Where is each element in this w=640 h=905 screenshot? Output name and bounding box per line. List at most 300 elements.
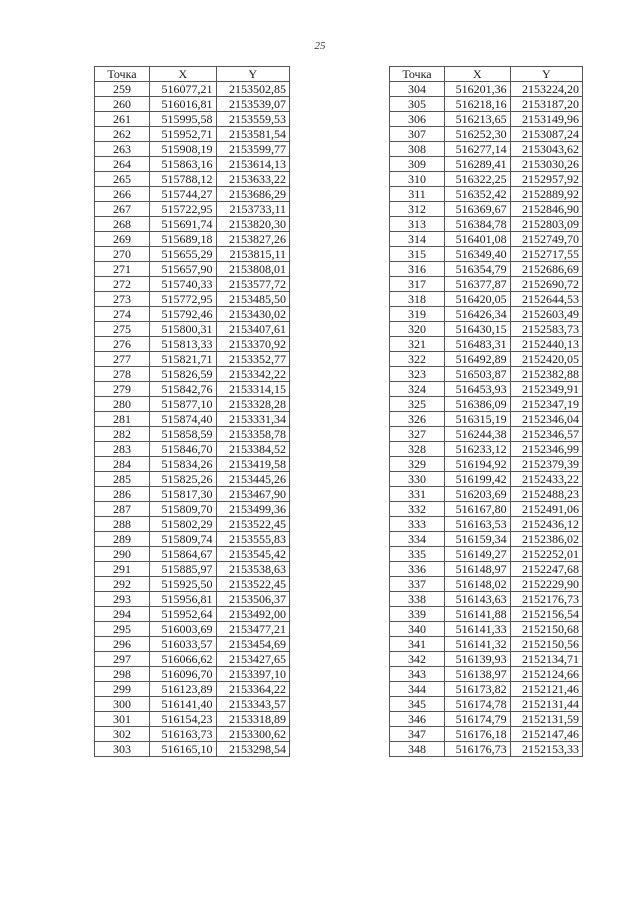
cell-x-coordinate: 516377,87 (445, 277, 511, 292)
cell-point-number: 270 (95, 247, 150, 262)
column-header-x: X (445, 67, 511, 82)
cell-y-coordinate: 2152347,19 (510, 397, 582, 412)
cell-x-coordinate: 516194,92 (445, 457, 511, 472)
table-row (390, 277, 583, 292)
cell-y-coordinate: 2153318,89 (216, 712, 289, 727)
cell-x-coordinate: 515792,46 (150, 307, 217, 322)
cell-point-number: 325 (390, 397, 445, 412)
cell-y-coordinate: 2152134,71 (510, 652, 582, 667)
cell-point-number: 260 (95, 97, 150, 112)
cell-x-coordinate: 516143,63 (445, 592, 511, 607)
table-row (390, 472, 583, 487)
table-row (390, 562, 583, 577)
table-row (390, 652, 583, 667)
cell-point-number: 279 (95, 382, 150, 397)
cell-point-number: 337 (390, 577, 445, 592)
table-row (95, 217, 290, 232)
cell-x-coordinate: 516167,80 (445, 502, 511, 517)
table-row (95, 607, 290, 622)
cell-point-number: 259 (95, 82, 150, 97)
cell-x-coordinate: 516159,34 (445, 532, 511, 547)
cell-y-coordinate: 2152346,04 (510, 412, 582, 427)
cell-y-coordinate: 2153686,29 (216, 187, 289, 202)
cell-y-coordinate: 2153445,26 (216, 472, 289, 487)
cell-y-coordinate: 2153522,45 (216, 577, 289, 592)
cell-x-coordinate: 516138,97 (445, 667, 511, 682)
table-row (95, 382, 290, 397)
cell-point-number: 336 (390, 562, 445, 577)
table-row (95, 697, 290, 712)
cell-point-number: 263 (95, 142, 150, 157)
cell-x-coordinate: 516176,73 (445, 742, 511, 757)
table-row (95, 577, 290, 592)
cell-point-number: 348 (390, 742, 445, 757)
cell-point-number: 333 (390, 517, 445, 532)
cell-x-coordinate: 515842,76 (150, 382, 217, 397)
table-row (95, 442, 290, 457)
coordinates-table-right (389, 66, 583, 757)
cell-y-coordinate: 2152433,22 (510, 472, 582, 487)
cell-x-coordinate: 516315,19 (445, 412, 511, 427)
cell-y-coordinate: 2153559,53 (216, 112, 289, 127)
cell-point-number: 319 (390, 307, 445, 322)
table-row (95, 712, 290, 727)
cell-point-number: 315 (390, 247, 445, 262)
cell-x-coordinate: 516154,23 (150, 712, 217, 727)
cell-point-number: 284 (95, 457, 150, 472)
table-row (390, 82, 583, 97)
cell-x-coordinate: 516139,93 (445, 652, 511, 667)
cell-x-coordinate: 516141,32 (445, 637, 511, 652)
cell-point-number: 343 (390, 667, 445, 682)
cell-point-number: 267 (95, 202, 150, 217)
cell-y-coordinate: 2152147,46 (510, 727, 582, 742)
cell-x-coordinate: 515877,10 (150, 397, 217, 412)
table-row (95, 157, 290, 172)
cell-x-coordinate: 516401,08 (445, 232, 511, 247)
cell-x-coordinate: 515772,95 (150, 292, 217, 307)
table-row (390, 382, 583, 397)
cell-y-coordinate: 2152440,13 (510, 337, 582, 352)
cell-x-coordinate: 515689,18 (150, 232, 217, 247)
cell-point-number: 307 (390, 127, 445, 142)
cell-x-coordinate: 515809,74 (150, 532, 217, 547)
cell-point-number: 297 (95, 652, 150, 667)
cell-point-number: 345 (390, 697, 445, 712)
table-row (95, 457, 290, 472)
cell-y-coordinate: 2152889,92 (510, 187, 582, 202)
table-row (390, 592, 583, 607)
cell-point-number: 299 (95, 682, 150, 697)
table-row (390, 187, 583, 202)
cell-y-coordinate: 2152382,88 (510, 367, 582, 382)
cell-x-coordinate: 515817,30 (150, 487, 217, 502)
cell-y-coordinate: 2152491,06 (510, 502, 582, 517)
cell-y-coordinate: 2153043,62 (510, 142, 582, 157)
cell-y-coordinate: 2153820,30 (216, 217, 289, 232)
cell-point-number: 339 (390, 607, 445, 622)
cell-y-coordinate: 2152121,46 (510, 682, 582, 697)
cell-y-coordinate: 2153614,13 (216, 157, 289, 172)
table-row (390, 682, 583, 697)
table-row (390, 742, 583, 757)
cell-y-coordinate: 2152488,23 (510, 487, 582, 502)
cell-x-coordinate: 516430,15 (445, 322, 511, 337)
cell-point-number: 287 (95, 502, 150, 517)
cell-point-number: 283 (95, 442, 150, 457)
cell-y-coordinate: 2152150,56 (510, 637, 582, 652)
cell-y-coordinate: 2152803,09 (510, 217, 582, 232)
cell-x-coordinate: 516016,81 (150, 97, 217, 112)
cell-point-number: 275 (95, 322, 150, 337)
cell-point-number: 286 (95, 487, 150, 502)
table-row (95, 172, 290, 187)
cell-y-coordinate: 2153358,78 (216, 427, 289, 442)
cell-point-number: 306 (390, 112, 445, 127)
table-row (95, 187, 290, 202)
table-row (95, 592, 290, 607)
cell-y-coordinate: 2152176,73 (510, 592, 582, 607)
table-row (95, 127, 290, 142)
cell-point-number: 293 (95, 592, 150, 607)
table-row (95, 82, 290, 97)
cell-y-coordinate: 2153149,96 (510, 112, 582, 127)
table-row (390, 397, 583, 412)
cell-x-coordinate: 516165,10 (150, 742, 217, 757)
cell-point-number: 271 (95, 262, 150, 277)
table-row (390, 127, 583, 142)
cell-y-coordinate: 2153030,26 (510, 157, 582, 172)
cell-y-coordinate: 2153298,54 (216, 742, 289, 757)
table-row (390, 532, 583, 547)
table-row (390, 217, 583, 232)
cell-x-coordinate: 516148,97 (445, 562, 511, 577)
cell-point-number: 305 (390, 97, 445, 112)
table-row (95, 352, 290, 367)
cell-point-number: 294 (95, 607, 150, 622)
table-row (390, 427, 583, 442)
cell-x-coordinate: 515655,29 (150, 247, 217, 262)
table-row (390, 502, 583, 517)
cell-x-coordinate: 516033,57 (150, 637, 217, 652)
cell-point-number: 322 (390, 352, 445, 367)
cell-point-number: 304 (390, 82, 445, 97)
cell-x-coordinate: 515744,27 (150, 187, 217, 202)
cell-y-coordinate: 2152379,39 (510, 457, 582, 472)
cell-y-coordinate: 2153506,37 (216, 592, 289, 607)
cell-point-number: 331 (390, 487, 445, 502)
cell-y-coordinate: 2153343,57 (216, 697, 289, 712)
cell-y-coordinate: 2153577,72 (216, 277, 289, 292)
cell-y-coordinate: 2153300,62 (216, 727, 289, 742)
cell-y-coordinate: 2153342,22 (216, 367, 289, 382)
cell-y-coordinate: 2152346,57 (510, 427, 582, 442)
cell-y-coordinate: 2153815,11 (216, 247, 289, 262)
table-row (95, 502, 290, 517)
cell-point-number: 309 (390, 157, 445, 172)
cell-point-number: 324 (390, 382, 445, 397)
cell-y-coordinate: 2153477,21 (216, 622, 289, 637)
cell-point-number: 314 (390, 232, 445, 247)
table-row (390, 172, 583, 187)
cell-x-coordinate: 515809,70 (150, 502, 217, 517)
cell-point-number: 313 (390, 217, 445, 232)
cell-x-coordinate: 516096,70 (150, 667, 217, 682)
cell-point-number: 310 (390, 172, 445, 187)
cell-y-coordinate: 2153555,83 (216, 532, 289, 547)
table-row (390, 367, 583, 382)
cell-x-coordinate: 515952,71 (150, 127, 217, 142)
cell-y-coordinate: 2153581,54 (216, 127, 289, 142)
table-row (390, 622, 583, 637)
cell-y-coordinate: 2153419,58 (216, 457, 289, 472)
cell-point-number: 288 (95, 517, 150, 532)
table-header-row (95, 67, 290, 82)
cell-x-coordinate: 516201,36 (445, 82, 511, 97)
cell-y-coordinate: 2152247,68 (510, 562, 582, 577)
cell-point-number: 347 (390, 727, 445, 742)
table-row (390, 157, 583, 172)
cell-point-number: 317 (390, 277, 445, 292)
cell-y-coordinate: 2152603,49 (510, 307, 582, 322)
cell-y-coordinate: 2152386,02 (510, 532, 582, 547)
cell-point-number: 278 (95, 367, 150, 382)
cell-point-number: 341 (390, 637, 445, 652)
cell-y-coordinate: 2153827,26 (216, 232, 289, 247)
cell-point-number: 289 (95, 532, 150, 547)
cell-point-number: 281 (95, 412, 150, 427)
table-row (95, 397, 290, 412)
cell-point-number: 330 (390, 472, 445, 487)
table-row (390, 607, 583, 622)
cell-y-coordinate: 2153808,01 (216, 262, 289, 277)
cell-y-coordinate: 2153499,36 (216, 502, 289, 517)
cell-y-coordinate: 2153087,24 (510, 127, 582, 142)
cell-y-coordinate: 2152686,69 (510, 262, 582, 277)
cell-y-coordinate: 2152131,59 (510, 712, 582, 727)
cell-x-coordinate: 516322,25 (445, 172, 511, 187)
cell-point-number: 327 (390, 427, 445, 442)
cell-point-number: 338 (390, 592, 445, 607)
table-row (95, 532, 290, 547)
cell-x-coordinate: 516199,42 (445, 472, 511, 487)
column-header-point: Точка (95, 67, 150, 82)
cell-point-number: 296 (95, 637, 150, 652)
table-row (390, 577, 583, 592)
column-header-x: X (150, 67, 217, 82)
table-row (390, 112, 583, 127)
table-row (390, 442, 583, 457)
cell-point-number: 308 (390, 142, 445, 157)
cell-point-number: 300 (95, 697, 150, 712)
cell-y-coordinate: 2152846,90 (510, 202, 582, 217)
cell-point-number: 340 (390, 622, 445, 637)
cell-point-number: 335 (390, 547, 445, 562)
cell-point-number: 303 (95, 742, 150, 757)
cell-point-number: 266 (95, 187, 150, 202)
table-row (390, 202, 583, 217)
cell-y-coordinate: 2153427,65 (216, 652, 289, 667)
cell-point-number: 262 (95, 127, 150, 142)
table-row (390, 412, 583, 427)
cell-point-number: 334 (390, 532, 445, 547)
cell-x-coordinate: 515885,97 (150, 562, 217, 577)
table-row (95, 412, 290, 427)
cell-y-coordinate: 2152150,68 (510, 622, 582, 637)
cell-y-coordinate: 2153224,20 (510, 82, 582, 97)
table-row (95, 427, 290, 442)
cell-x-coordinate: 516277,14 (445, 142, 511, 157)
table-body-right (390, 82, 583, 757)
cell-x-coordinate: 516077,21 (150, 82, 217, 97)
cell-point-number: 320 (390, 322, 445, 337)
cell-point-number: 261 (95, 112, 150, 127)
cell-y-coordinate: 2153545,42 (216, 547, 289, 562)
table-row (95, 652, 290, 667)
cell-x-coordinate: 515995,58 (150, 112, 217, 127)
table-row (390, 487, 583, 502)
table-row (95, 292, 290, 307)
table-row (390, 247, 583, 262)
cell-x-coordinate: 516123,89 (150, 682, 217, 697)
cell-point-number: 269 (95, 232, 150, 247)
cell-y-coordinate: 2152346,99 (510, 442, 582, 457)
table-body-left (95, 82, 290, 757)
cell-x-coordinate: 515908,19 (150, 142, 217, 157)
cell-y-coordinate: 2153407,61 (216, 322, 289, 337)
cell-point-number: 290 (95, 547, 150, 562)
table-row (95, 667, 290, 682)
cell-x-coordinate: 516174,78 (445, 697, 511, 712)
cell-x-coordinate: 515788,12 (150, 172, 217, 187)
cell-x-coordinate: 515800,31 (150, 322, 217, 337)
cell-y-coordinate: 2153397,10 (216, 667, 289, 682)
table-row (95, 337, 290, 352)
cell-y-coordinate: 2153370,92 (216, 337, 289, 352)
cell-y-coordinate: 2153328,28 (216, 397, 289, 412)
cell-x-coordinate: 515802,29 (150, 517, 217, 532)
table-row (95, 472, 290, 487)
cell-x-coordinate: 516384,78 (445, 217, 511, 232)
cell-x-coordinate: 516352,42 (445, 187, 511, 202)
cell-x-coordinate: 516354,79 (445, 262, 511, 277)
cell-point-number: 291 (95, 562, 150, 577)
table-row (95, 142, 290, 157)
table-row (95, 622, 290, 637)
cell-point-number: 292 (95, 577, 150, 592)
cell-x-coordinate: 515826,59 (150, 367, 217, 382)
table-row (390, 292, 583, 307)
cell-x-coordinate: 516483,31 (445, 337, 511, 352)
cell-x-coordinate: 516149,27 (445, 547, 511, 562)
cell-y-coordinate: 2153364,22 (216, 682, 289, 697)
cell-y-coordinate: 2152957,92 (510, 172, 582, 187)
cell-y-coordinate: 2152153,33 (510, 742, 582, 757)
table-row (95, 367, 290, 382)
cell-x-coordinate: 516244,38 (445, 427, 511, 442)
cell-y-coordinate: 2153633,22 (216, 172, 289, 187)
cell-x-coordinate: 516252,30 (445, 127, 511, 142)
cell-x-coordinate: 515825,26 (150, 472, 217, 487)
table-row (95, 307, 290, 322)
cell-y-coordinate: 2152690,72 (510, 277, 582, 292)
column-header-y: Y (216, 67, 289, 82)
cell-y-coordinate: 2152349,91 (510, 382, 582, 397)
cell-x-coordinate: 516173,82 (445, 682, 511, 697)
coordinates-table-left (94, 66, 290, 757)
table-row (95, 262, 290, 277)
cell-x-coordinate: 515858,59 (150, 427, 217, 442)
cell-x-coordinate: 516492,89 (445, 352, 511, 367)
cell-x-coordinate: 515846,70 (150, 442, 217, 457)
cell-x-coordinate: 515740,33 (150, 277, 217, 292)
cell-point-number: 298 (95, 667, 150, 682)
table-row (95, 547, 290, 562)
cell-x-coordinate: 516369,67 (445, 202, 511, 217)
cell-point-number: 329 (390, 457, 445, 472)
cell-y-coordinate: 2153314,15 (216, 382, 289, 397)
table-row (390, 547, 583, 562)
table-row (95, 277, 290, 292)
cell-y-coordinate: 2153492,00 (216, 607, 289, 622)
cell-y-coordinate: 2153187,20 (510, 97, 582, 112)
cell-point-number: 328 (390, 442, 445, 457)
cell-x-coordinate: 515691,74 (150, 217, 217, 232)
cell-x-coordinate: 516453,93 (445, 382, 511, 397)
cell-x-coordinate: 516349,40 (445, 247, 511, 262)
cell-x-coordinate: 516426,34 (445, 307, 511, 322)
cell-x-coordinate: 515813,33 (150, 337, 217, 352)
cell-x-coordinate: 516163,73 (150, 727, 217, 742)
cell-point-number: 318 (390, 292, 445, 307)
cell-point-number: 302 (95, 727, 150, 742)
cell-x-coordinate: 516148,02 (445, 577, 511, 592)
cell-point-number: 346 (390, 712, 445, 727)
table-row (95, 112, 290, 127)
cell-point-number: 265 (95, 172, 150, 187)
table-row (390, 517, 583, 532)
cell-point-number: 273 (95, 292, 150, 307)
cell-y-coordinate: 2152583,73 (510, 322, 582, 337)
cell-y-coordinate: 2152252,01 (510, 547, 582, 562)
cell-y-coordinate: 2152131,44 (510, 697, 582, 712)
cell-x-coordinate: 515821,71 (150, 352, 217, 367)
cell-x-coordinate: 516141,33 (445, 622, 511, 637)
table-header-row (390, 67, 583, 82)
cell-x-coordinate: 516203,69 (445, 487, 511, 502)
cell-point-number: 311 (390, 187, 445, 202)
cell-point-number: 272 (95, 277, 150, 292)
cell-y-coordinate: 2152124,66 (510, 667, 582, 682)
table-row (390, 697, 583, 712)
cell-point-number: 274 (95, 307, 150, 322)
cell-x-coordinate: 515864,67 (150, 547, 217, 562)
table-row (95, 202, 290, 217)
cell-point-number: 332 (390, 502, 445, 517)
table-row (390, 262, 583, 277)
cell-point-number: 280 (95, 397, 150, 412)
table-row (95, 742, 290, 757)
cell-point-number: 312 (390, 202, 445, 217)
cell-y-coordinate: 2152436,12 (510, 517, 582, 532)
table-row (95, 637, 290, 652)
cell-point-number: 282 (95, 427, 150, 442)
table-row (390, 307, 583, 322)
cell-x-coordinate: 516066,62 (150, 652, 217, 667)
cell-y-coordinate: 2153430,02 (216, 307, 289, 322)
cell-point-number: 264 (95, 157, 150, 172)
table-row (390, 667, 583, 682)
